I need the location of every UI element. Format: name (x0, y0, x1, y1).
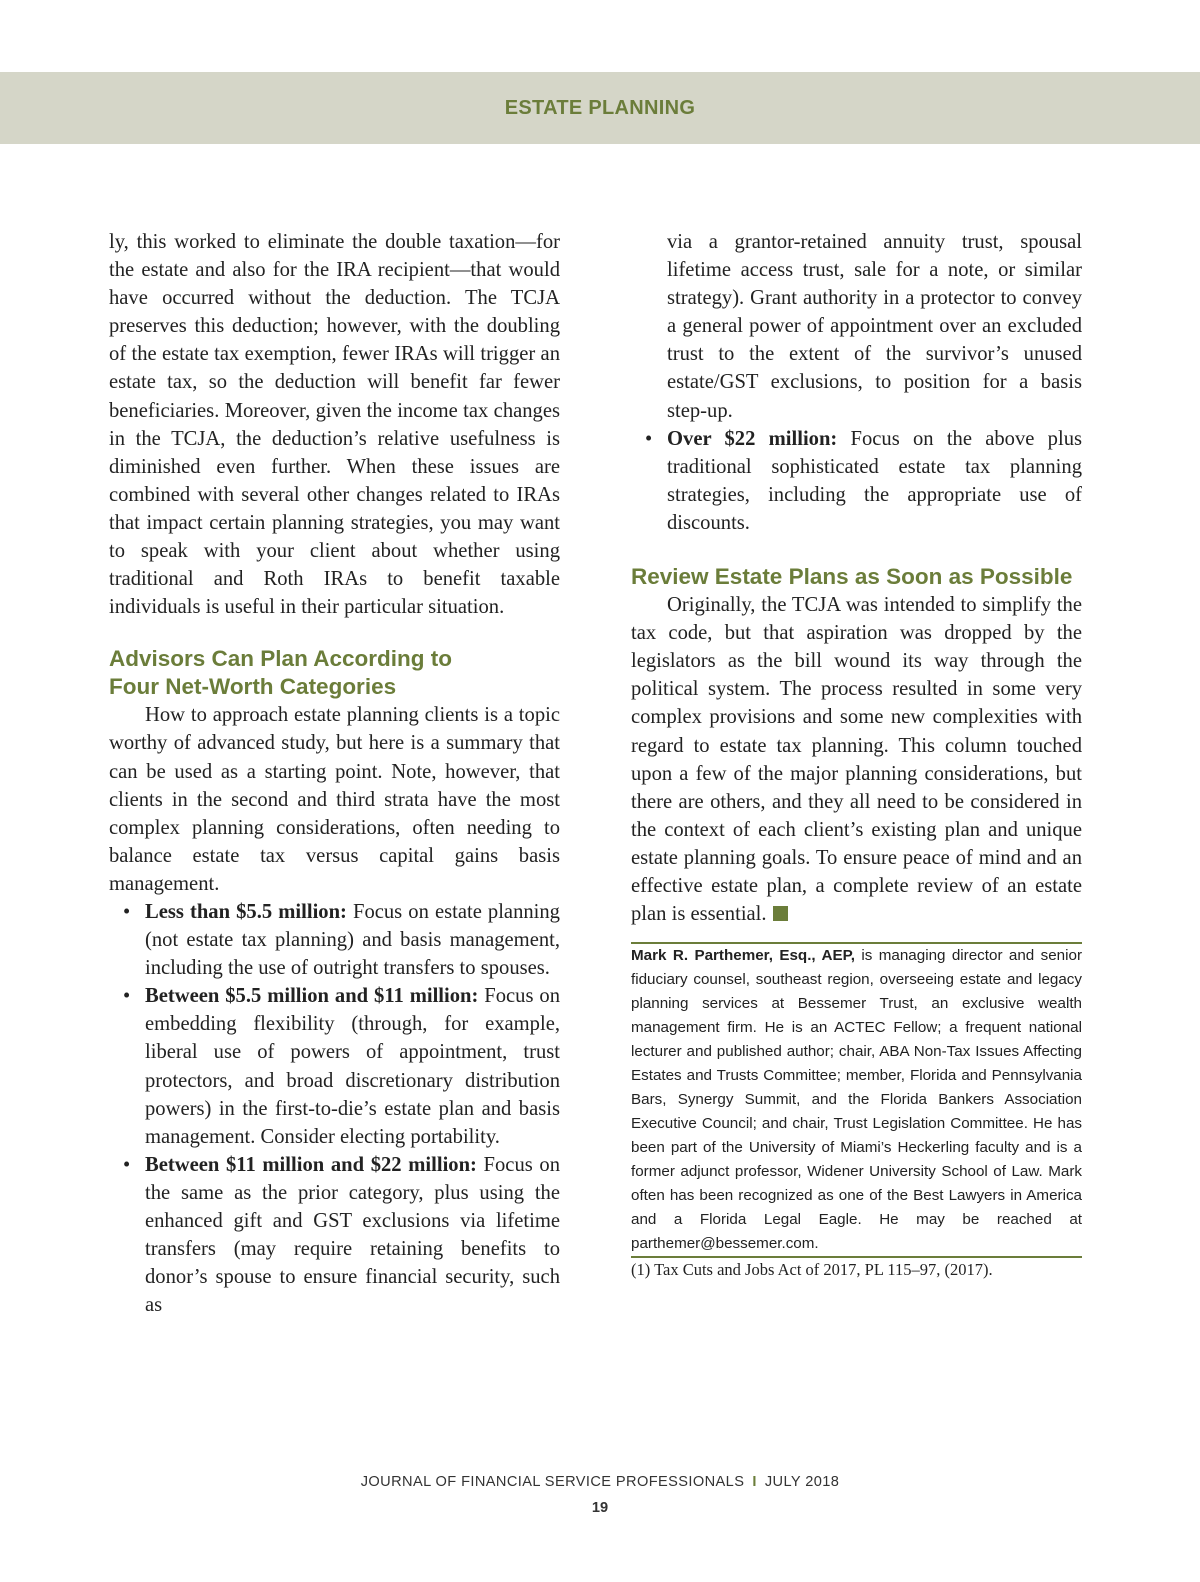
bullet-text: Focus on the above plus traditional sophisticated estate tax planning strategies, including the appropriate use of discounts. (667, 427, 1083, 534)
page-number: 19 (591, 1500, 609, 1516)
journal-name: JOURNAL OF FINANCIAL SERVICE PROFESSIONALS (360, 1474, 745, 1490)
review-text: Originally, the TCJA was intended to simplify the tax code, but that aspiration was dropped by the legislators as the bill wound its way through the political system. The process resulted in some very complex provisions and some new complexities with regard to estate tax planning. This column touched upon a few of the major planning considerations, but there are others, and they all need to be considered in the context of each client’s existing plan and unique estate planning goals. To ensure peace of mind and an effective estate plan, a complete review of an estate plan is essential. (631, 594, 1082, 926)
bullet-dot-icon: • (645, 427, 653, 450)
author-name: Mark R. Parthemer, Esq., AEP, (631, 947, 855, 965)
bullet-lead: Between $5.5 million and $11 million: (145, 985, 479, 1008)
bullet-dot-icon: • (123, 985, 131, 1008)
bullet-lead: Between $11 million and $22 million: (145, 1153, 477, 1176)
author-bio-text: is managing director and senior fiduciary counsel, southeast region, overseeing estate and legacy planning services at Bessemer Trust, an exclusive wealth management firm. He is an ACTEC Fellow; a frequent national lecturer and published author; chair, ABA Non-Tax Issues Affecting Estates and Trusts Committee; member, Florida and Pennsylvania Bars, Synergy Summit, and the Florida Bankers Association Executive Council; and chair, Trust Legislation Committee. He has been part of the University of Miami’s Heckerling faculty and is a former adjunct professor, Widener University School of Law. Mark often has been recognized as one of the Best Lawyers in America and a Florida Legal Eagle. He may be reached at parthemer@bessemer.com. (631, 947, 1083, 1253)
bullet-text: Focus on estate planning (not estate tax planning) and basis management, including the use of outright transfers to spouses. (145, 900, 560, 980)
author-bio (631, 944, 1082, 1256)
bullet-item (631, 425, 1082, 537)
bullet-item (109, 982, 560, 1151)
review-paragraph (631, 591, 1082, 928)
right-column (631, 228, 1082, 1282)
end-mark-icon (773, 906, 788, 921)
footer-separator: I (752, 1474, 757, 1490)
section-heading-net-worth (109, 645, 560, 701)
section-title: ESTATE PLANNING (504, 96, 696, 119)
journal-footer (0, 1474, 1200, 1490)
issue-date: JULY 2018 (764, 1474, 840, 1490)
bullet-continuation: via a grantor-retained annuity trust, spousal lifetime access trust, sale for a note, or similar strategy). Grant authority in a protector to convey a general power of appointment over an excluded trust to the extent of the survivor’s unused estate/GST exclusions, to position for a basis step-up. (667, 231, 1082, 422)
bullet-item (109, 898, 560, 982)
bullet-item (109, 1151, 560, 1320)
bullet-dot-icon: • (123, 1153, 131, 1176)
intro-paragraph: ly, this worked to eliminate the double taxation—for the estate and also for the IRA recipient—that would have occurred without the deduction. The TCJA preserves this deduction; however, with the doubling of the estate tax exemption, fewer IRAs will trigger an estate tax, so the deduction will benefit far fewer beneficiaries. Moreover, given the income tax changes in the TCJA, the deduction’s relative usefulness is diminished even further. When these issues are combined with several other changes related to IRAs that impact certain planning strategies, you may want to speak with your client about whether using traditional and Roth IRAs to benefit taxable individuals is useful in their particular situation. (109, 231, 560, 619)
heading-line-2: Four Net-Worth Categories (109, 674, 397, 700)
bullet-dot-icon: • (123, 900, 131, 923)
right-bullet-list (631, 425, 1082, 537)
left-column (109, 228, 560, 1319)
section-heading-review: Review Estate Plans as Soon as Possible (631, 564, 1073, 590)
bullet-lead: Less than $5.5 million: (145, 900, 347, 923)
section-header-band (0, 72, 1200, 144)
net-worth-bullet-list (109, 898, 560, 1319)
bullet-text: Focus on the same as the prior category, plus using the enhanced gift and GST exclusions via lifetime transfers (may require retaining benefits to donor’s spouse to ensure financial security, such as (145, 1153, 561, 1317)
footnote: (1) Tax Cuts and Jobs Act of 2017, PL 115–97, (2017). (631, 1260, 993, 1280)
bullet-text: Focus on embedding flexibility (through, for example, liberal use of powers of appointment, trust protectors, and broad discretionary distribution powers) in the first-to-die’s estate plan and basis management. Consider electing portability. (145, 985, 560, 1148)
heading-line-1: Advisors Can Plan According to (109, 646, 452, 672)
body-paragraph: How to approach estate planning clients is a topic worthy of advanced study, but here is a summary that can be used as a starting point. Note, however, that clients in the second and third strata have the most complex planning considerations, often needing to balance estate tax versus capital gains basis management. (109, 704, 560, 895)
bullet-lead: Over $22 million: (667, 427, 838, 450)
